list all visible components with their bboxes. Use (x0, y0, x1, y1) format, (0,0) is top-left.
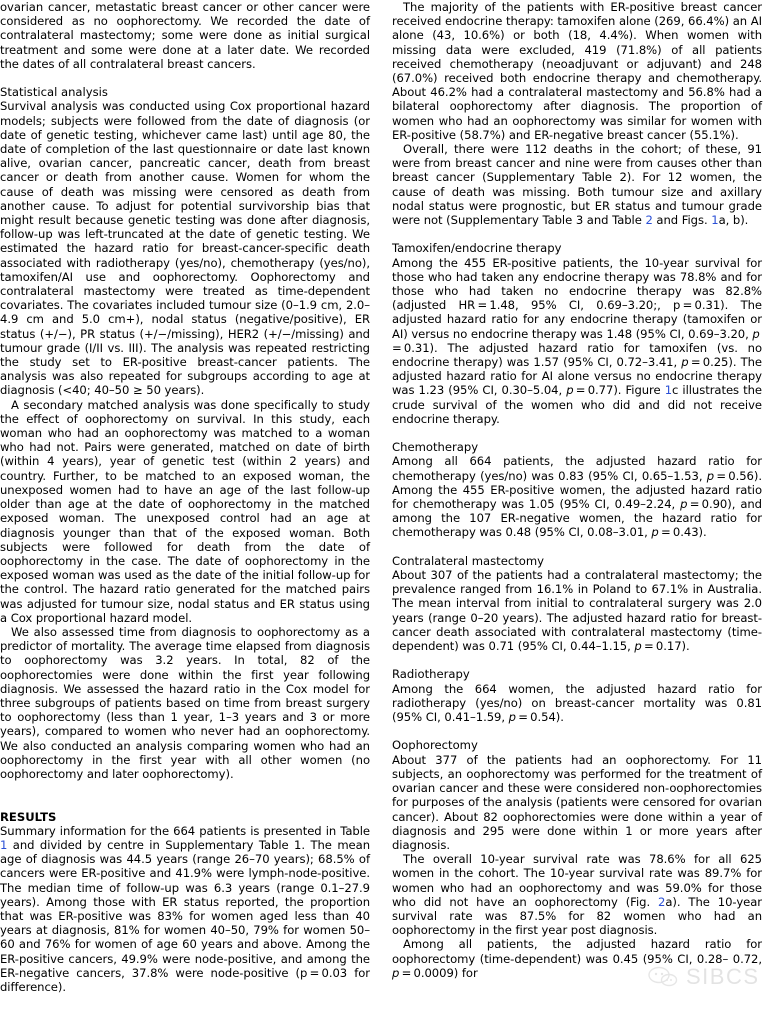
paragraph-tamoxifen (392, 256, 762, 426)
p-value-italic: p (752, 326, 760, 341)
text-run: Among all 664 patients, the adjusted hazard ratio for chemotherapy (yes/no) was 0.83 (95% CI, 0.65–1.53, (392, 454, 762, 483)
text-run: and divided by centre in Supplementary Table 1. The mean age of diagnosis was 44.5 years (range 26–70 years); 68.5% of cancers were ER-positive and 41.9% were lymph-node-positive. The median time of follow-up was 6.3 years (range 0.1–27.9 years). Among those with ER status reported, the proportion that was ER-positive was 83% for women aged less than 40 years at diagnosis, 81% for women 40–50, 79% for women 50–60 and 76% for women of age 60 years and above. Among the ER-positive cancers, 49.9% were node-positive, and among the ER-negative cancers, 37.8% were node-positive (p = 0.03 for difference). (0, 837, 370, 994)
text-run: = 0.17). (641, 639, 690, 654)
text-run: The overall 10-year survival rate was 78.6% for all 625 women in the cohort. The 10-year survival rate was 89.7% for women who had an oophorectomy and was 59.0% for those who did not have an oophorectomy (Fig. (392, 852, 762, 909)
paragraph-oophorectomy-3 (392, 937, 762, 980)
section-spacer (392, 724, 762, 738)
section-heading-results: RESULTS (0, 809, 57, 824)
paragraph-results-1 (0, 824, 370, 994)
section-heading-chemotherapy: Chemotherapy (392, 440, 479, 455)
section-spacer (392, 426, 762, 440)
text-run: Overall, there were 112 deaths in the cohort; of these, 91 were from breast cancer and nine were from causes other than breast cancer (Supplementary Table 2). For 12 women, the cause of death was missing. Both tumour size and axillary nodal status were prognostic, but ER status and tumour grade were not (Supplementary Table 3 and Table (392, 142, 762, 228)
text-run: Among the 664 women, the adjusted hazard ratio for radiotherapy (yes/no) on breast-cancer mortality was 0.81 (95% CI, 0.41–1.59, (392, 681, 762, 725)
text-run: = 0.31). The adjusted hazard ratio for tamoxifen (vs. no endocrine therapy) was 1.57 (95% CI, 0.72–3.41, (392, 326, 762, 370)
text-run: and Figs. (652, 213, 712, 228)
left-text-column (0, 0, 370, 1022)
text-run: Summary information for the 664 patients is presented in Table (0, 823, 370, 838)
section-spacer (392, 540, 762, 554)
figure-table-reference-link[interactable]: 2 (645, 213, 653, 228)
text-run: = 0.0009) for (399, 965, 478, 980)
section-spacer (0, 781, 370, 809)
section-heading-contralateral: Contralateral mastectomy (392, 553, 545, 568)
paragraph-stat-3: We also assessed time from diagnosis to oophorectomy as a predictor of mortality. The average time elapsed from diagnosis to oophorectomy was 3.2 years. In total, 82 of the oophorectomies were done within the first year following diagnosis. We assessed the hazard ratio in the Cox model for three subgroups of patients based on time from breast surgery to oophorectomy (less than 1 year, 1–3 years and 3 or more years), compared to women who never had an oophorectomy. We also conducted an analysis comparing women who had an oophorectomy in the first year with all other women (no oophorectomy and later oophorectomy). (0, 624, 370, 781)
paragraph-stat-2: A secondary matched analysis was done specifically to study the effect of oophorectomy on survival. In this study, each woman who had an oophorectomy was matched to a woman who had not. Pairs were generated, matched on date of birth (within 4 years), year of genetic test (within 2 years) and country. Further, to be matched to an exposed woman, the unexposed women had to have an age of the last follow-up older than age at the date of oophorectomy in the matched exposed woman. The unexposed control had an age at diagnosis younger than that of the exposed woman. Both subjects were followed for death from the date of oophorectomy in the case. The date of oophorectomy in the exposed woman was used as the date of the initial follow-up for the control. The hazard ratio generated for the matched pairs was adjusted for tumour size, nodal status and ER status using a Cox proportional hazard model. (0, 397, 370, 625)
p-value-italic: p (680, 497, 688, 512)
section-spacer (392, 227, 762, 241)
text-run: = 0.90), and among the 107 ER-negative women, the hazard ratio for chemotherapy was 0.48 (95% CI, 0.08–3.01, (392, 497, 762, 540)
paragraph-results-2: The majority of the patients with ER-positive breast cancer received endocrine therapy: tamoxifen alone (269, 66.4%) an AI alone (43, 10.6%) or both (18, 4.4%). When women with missing data were excluded, 419 (71.8%) of all patients received chemotherapy (neoadjuvant or adjuvant) and 248 (67.0%) received both endocrine therapy and chemotherapy. About 46.2% had a contralateral mastectomy and 56.8% had a bilateral oophorectomy after diagnosis. The proportion of women who had an oophorectomy was similar for women with ER-positive (58.7%) and ER-negative breast cancer (55.1%). (392, 0, 762, 142)
text-run: = 0.54). (515, 710, 564, 725)
paragraph-methods-cont: ovarian cancer, metastatic breast cancer or other cancer were considered as no oophorectomy. We recorded the date of contralateral mastectomy; some were done as initial surgical treatment and some were done at a later date. We recorded the dates of all contralateral breast cancers. (0, 0, 370, 71)
text-run: = 0.56). Among the 455 ER-positive women, the adjusted hazard ratio for chemotherapy was 1.05 (95% CI, 0.49–2.24, (392, 468, 762, 512)
text-run: a). The 10-year survival rate was 87.5% for 82 women who had an oophorectomy in the first year post diagnosis. (392, 894, 762, 938)
section-heading-oophorectomy: Oophorectomy (392, 738, 478, 753)
p-value-italic: p (651, 525, 659, 540)
section-heading-tamoxifen: Tamoxifen/endocrine therapy (392, 241, 562, 256)
paragraph-radiotherapy (392, 682, 762, 725)
p-value-italic: p (508, 710, 516, 725)
text-run: a, b). (718, 213, 749, 228)
paragraph-chemotherapy (392, 454, 762, 539)
figure-table-reference-link[interactable]: 1 (711, 213, 719, 228)
section-heading-statistical-analysis: Statistical analysis (0, 85, 108, 100)
watermark-text: SIBCS (686, 964, 760, 989)
section-spacer (0, 71, 370, 85)
p-value-italic: p (706, 468, 715, 483)
paragraph-contralateral (392, 568, 762, 653)
figure-table-reference-link[interactable]: 1 (664, 383, 673, 398)
section-heading-radiotherapy: Radiotherapy (392, 667, 470, 682)
p-value-italic: p (634, 639, 642, 654)
text-run: = 0.25). The adjusted hazard ratio for AI alone versus no endocrine therapy was 1.23 (95% CI, 0.30–5.04, (392, 355, 763, 398)
text-run: About 307 of the patients had a contralateral mastectomy; the prevalence ranged from 16.1% in Poland to 67.1% in Australia. The mean interval from initial to contralateral surgery was 2.0 years (range 0–20 years). The adjusted hazard ratio for breast-cancer death associated with contralateral mastectomy (time-dependent) was 0.71 (95% CI, 0.44–1.15, (392, 568, 762, 654)
p-value-italic: p (392, 965, 400, 980)
p-value-italic: p (566, 383, 574, 398)
paragraph-results-3 (392, 142, 762, 227)
text-run: = 0.77). Figure (573, 383, 665, 398)
text-run: = 0.43). (658, 525, 707, 540)
paragraph-oophorectomy-1: About 377 of the patients had an oophorectomy. For 11 subjects, an oophorectomy was performed for the treatment of ovarian cancer and these were considered non-oophorectomies for purposes of the analysis (patients were censored for ovarian cancer). About 82 oophorectomies were done within a year of diagnosis and 295 were done within 1 or more years after diagnosis. (392, 752, 762, 852)
figure-table-reference-link[interactable]: 1 (0, 837, 8, 852)
figure-table-reference-link[interactable]: 2 (658, 894, 666, 909)
text-run: Among all patients, the adjusted hazard ratio for oophorectomy (time-dependent) was 0.45 (95% CI, 0.28– 0.72, (392, 937, 762, 966)
right-text-column (392, 0, 762, 1022)
section-spacer (392, 653, 762, 667)
p-value-italic: p (681, 355, 689, 370)
text-run: c illustrates the crude survival of the women who did and did not receive endocrine therapy. (392, 383, 762, 426)
paragraph-oophorectomy-2 (392, 852, 762, 937)
paragraph-stat-1: Survival analysis was conducted using Cox proportional hazard models; subjects were followed from the date of diagnosis (or date of genetic testing, whichever came last) until age 80, the date of completion of the last questionnaire or date last known alive, ovarian cancer, pancreatic cancer, death from breast cancer or death from another cause. Women for whom the cause of death was missing were censored as death from another cause. To adjust for potential survivorship bias that might result because genetic testing was done after diagnosis, follow-up was left-truncated at the date of genetic testing. We estimated the hazard ratio for breast-cancer-specific death associated with radiotherapy (yes/no), chemotherapy (yes/no), tamoxifen/AI use and oophorectomy. Oophorectomy and contralateral mastectomy were treated as time-dependent covariates. The covariates included tumour size (0–1.9 cm, 2.0–4.9 cm and 5.0 cm+), nodal status (negative/positive), ER status (+/−), PR status (+/−/missing), HER2 (+/−/missing) and tumour grade (I/II vs. III). The analysis was repeated restricting the study set to ER-positive breast-cancer patients. The analysis was also repeated for subgroups according to age at diagnosis (<40; 40–50 ≥ 50 years). (0, 99, 370, 398)
text-run: Among the 455 ER-positive patients, the 10-year survival for those who had taken any endocrine therapy was 78.8% and for those who had taken no endocrine therapy was 82.8% (adjusted HR = 1.48, 95% CI, 0.69–3.20;, p = 0.31). The adjusted hazard ratio for any endocrine therapy (tamoxifen or AI) versus no endocrine therapy was 1.48 (95% CI, 0.69–3.20, (392, 255, 762, 341)
